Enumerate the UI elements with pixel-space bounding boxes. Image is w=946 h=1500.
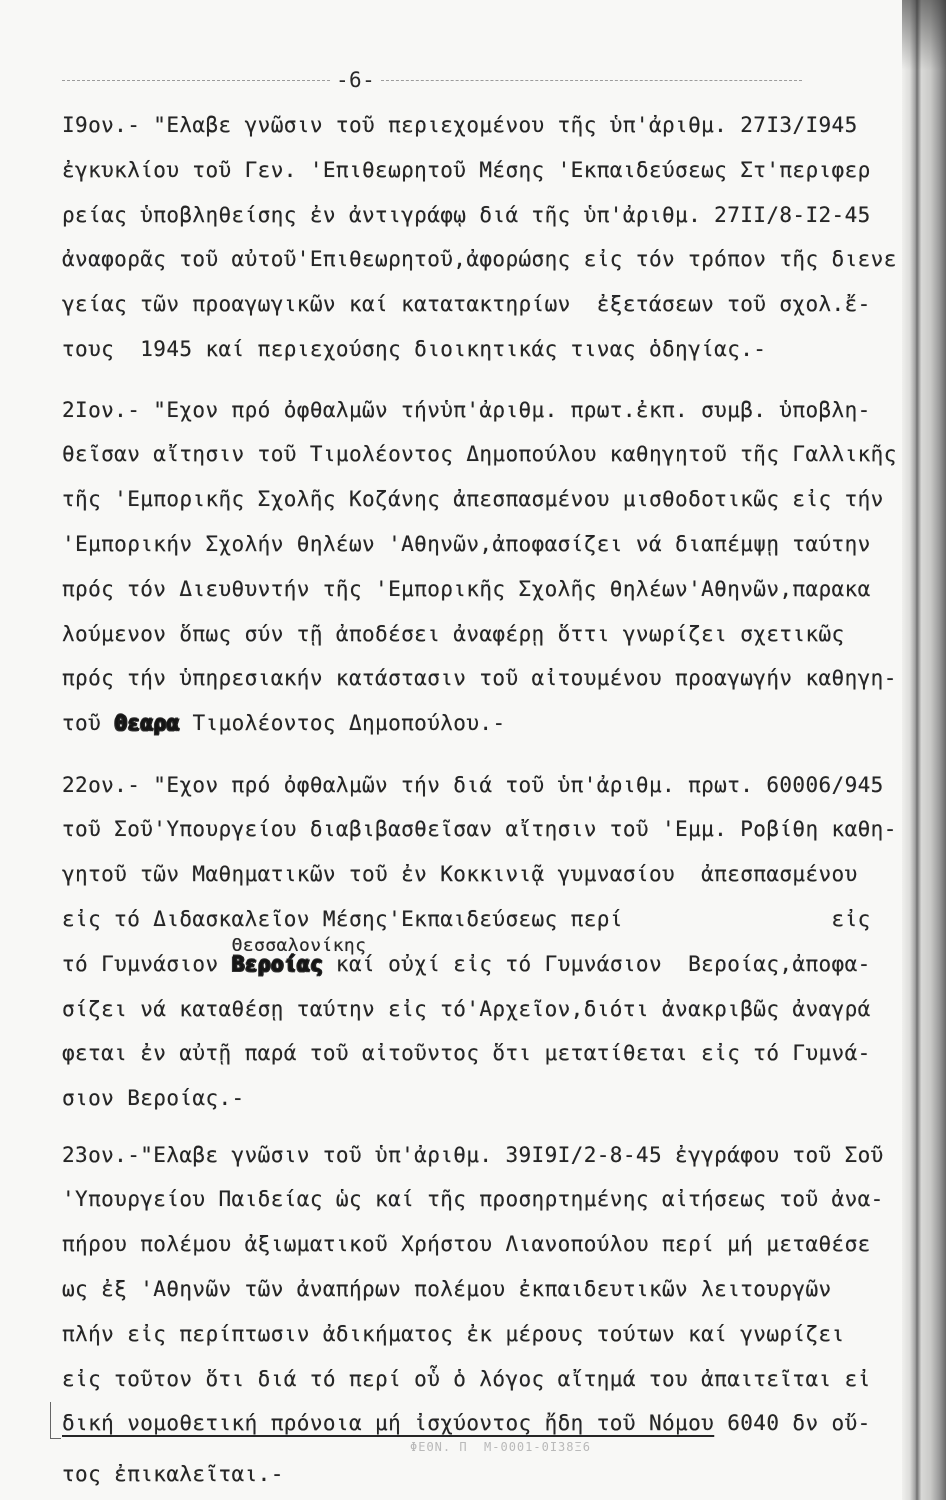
text-line: ἀναφορᾶς τοῦ αὐτοῦ'Επιθεωρητοῦ,ἀφορώσης εἰς τόν τρόπον τῆς διενε — [62, 247, 897, 272]
text-line: πήρου πολέμου ἀξιωματικοῦ Χρήστου Λιανοπούλου περί μή μεταθέσε — [62, 1232, 871, 1257]
page-header — [62, 64, 802, 96]
text-line: φεται ἐν αὐτῇ παρά τοῦ αἰτοῦντος ὅτι μετατίθεται εἰς τό Γυμνά- — [62, 1041, 871, 1066]
text-line: τος ἐπικαλεῖται.- — [62, 1462, 284, 1487]
binding-edge — [902, 0, 946, 1500]
binding-shadow — [902, 0, 946, 70]
text-line: γητοῦ τῶν Μαθηματικῶν τοῦ ἐν Κοκκινιᾷ γυμνασίου ἀπεσπασμένου — [62, 862, 858, 887]
header-rule-left — [62, 80, 330, 81]
text-line: πλήν εἰς περίπτωσιν ἀδικήματος ἐκ μέρους τούτων καί γνωρίζει — [62, 1321, 845, 1346]
minute-item-19 — [62, 103, 902, 372]
text-line: 22ον.- "Εχον πρό ὀφθαλμῶν τήν διά τοῦ ὑπ'ἀριθμ. πρωτ. 60006/945 — [62, 772, 884, 797]
overtyped-word: Θεαρα — [114, 711, 180, 736]
text-line — [62, 701, 902, 746]
archive-stamp: ΦΕΘΝ. Π Μ-0001-0Ι38Ξ6 — [410, 1440, 591, 1454]
header-rule-right — [381, 80, 802, 81]
text-line: τους 1945 καί περιεχούσης διοικητικάς τινας ὁδηγίας.- — [62, 336, 767, 361]
text-line: ως ἐξ 'Αθηνῶν τῶν ἀναπήρων πολέμου ἐκπαιδευτικῶν λειτουργῶν — [62, 1276, 832, 1301]
underlined-text: δική νομοθετική πρόνοια μή ἰσχύοντος ἤδη τοῦ Νόμου — [62, 1411, 715, 1436]
text-line — [62, 934, 902, 987]
text-line: ἐγκυκλίου τοῦ Γεν. 'Επιθεωρητοῦ Μέσης 'Εκπαιδεύσεως Στ'περιφερ — [62, 157, 871, 182]
text-line: θεῖσαν αἴτησιν τοῦ Τιμολέοντος Δημοπούλου καθηγητοῦ τῆς Γαλλικῆς — [62, 442, 897, 467]
text-line: σίζει νά καταθέσῃ ταύτην εἰς τό'Αρχεῖον,διότι ἀνακριβῶς ἀναγρά — [62, 996, 871, 1021]
minute-item-21 — [62, 388, 902, 746]
text-line: I9ον.- "Ελαβε γνῶσιν τοῦ περιεχομένου τῆς ὑπ'ἀριθμ. 27I3/I945 — [62, 113, 858, 137]
text-line: σιον Βεροίας.- — [62, 1086, 245, 1111]
text-segment: τοῦ — [62, 711, 115, 736]
text-line: τοῦ Σοῦ'Υπουργείου διαβιβασθεῖσαν αἴτησιν τοῦ 'Εμμ. Ροβίθη καθη- — [62, 817, 897, 842]
text-line: εἰς τό Διδασκαλεῖον Μέσης'Εκπαιδεύσεως περί εἰς — [62, 906, 871, 931]
margin-bracket — [50, 1402, 61, 1439]
text-line: τῆς 'Εμπορικῆς Σχολῆς Κοζάνης ἀπεσπασμένου μισθοδοτικῶς εἰς τήν — [62, 487, 884, 512]
text-segment: 6040 δν οὔ- — [714, 1411, 871, 1436]
text-line: ρείας ὑποβληθείσης ἐν ἀντιγράφῳ διά τῆς ὑπ'ἀριθμ. 27II/8-I2-45 — [62, 202, 871, 227]
inserted-word: Θεσσαλονίκης — [231, 934, 367, 956]
text-line: 23ον.-"Ελαβε γνῶσιν τοῦ ὑπ'ἀριθμ. 39I9I/2-8-45 ἐγγράφου τοῦ Σοῦ — [62, 1142, 884, 1167]
correction — [231, 934, 367, 976]
text-line: 2Iον.- "Εχον πρό ὀφθαλμῶν τήνὑπ'ἀριθμ. πρωτ.ἐκπ. συμβ. ὑποβλη- — [62, 397, 871, 422]
text-line: γείας τῶν προαγωγικῶν καί κατατακτηρίων ἐξετάσεων τοῦ σχολ.ἔ- — [62, 292, 871, 317]
text-line: λούμενον ὅπως σύν τῇ ἀποδέσει ἀναφέρῃ ὅττι γνωρίζει σχετικῶς — [62, 621, 845, 646]
document-body — [62, 103, 902, 1497]
text-segment: Τιμολέοντος Δημοπούλου.- — [179, 711, 506, 736]
text-line: 'Εμπορικήν Σχολήν θηλέων 'Αθηνῶν,ἀποφασίζει νά διαπέμψῃ ταύτην — [62, 531, 871, 556]
text-segment: καί οὐχί εἰς τό Γυμνάσιον Βεροίας,ἀποφα- — [322, 951, 871, 976]
text-line: εἰς τοῦτον ὅτι διά τό περί οὗ ὁ λόγος αἴτημά του ἀπαιτεῖται εἰ — [62, 1366, 871, 1391]
text-line: 'Υπουργείου Παιδείας ὡς καί τῆς προσηρτημένης αἰτήσεως τοῦ ἀνα- — [62, 1187, 884, 1212]
minute-item-22 — [62, 763, 902, 1121]
text-line: πρός τόν Διευθυντήν τῆς 'Εμπορικῆς Σχολῆς θηλέων'Αθηνῶν,παρακα — [62, 576, 871, 601]
page-number: -6- — [336, 68, 376, 92]
overtyped-word: Βεροίας — [231, 951, 323, 976]
text-segment: τό Γυμνάσιον — [62, 951, 232, 976]
text-line: πρός τήν ὑπηρεσιακήν κατάστασιν τοῦ αἰτουμένου προαγωγήν καθηγη- — [62, 666, 897, 691]
